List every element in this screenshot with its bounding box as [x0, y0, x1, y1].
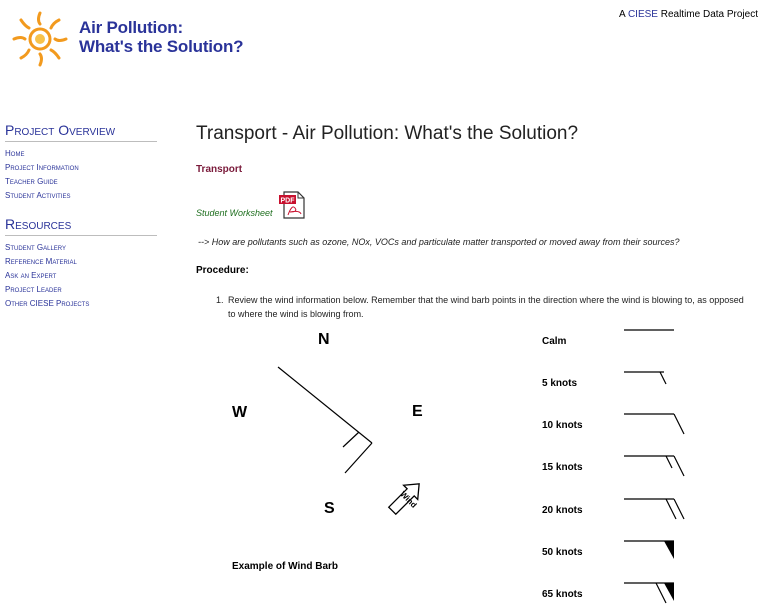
- barb-15-knots-icon: [620, 446, 690, 486]
- sun-logo-icon: [6, 8, 76, 70]
- compass-east-label: E: [412, 403, 423, 420]
- sidebar-resources: [5, 216, 157, 311]
- site-title-line2: What's the Solution?: [79, 37, 244, 56]
- barb-50-knots-icon: [620, 531, 690, 571]
- guiding-question: --> How are pollutants such as ozone, NOx, VOCs and particulate matter transported or moved away from their sources?: [198, 237, 680, 247]
- wind-speed-label-65: 65 knots: [542, 589, 583, 600]
- sidebar-link-ask-an-expert[interactable]: Ask an Expert: [5, 271, 57, 280]
- barb-65-knots-icon: [620, 573, 690, 613]
- wind-speed-label-calm: Calm: [542, 336, 567, 347]
- sidebar-project-overview: [5, 122, 157, 203]
- wind-speed-label-50: 50 knots: [542, 547, 583, 558]
- sidebar-heading-resources: Resources: [5, 216, 157, 236]
- step-number: 1.: [216, 295, 224, 305]
- wind-label: Wind: [398, 489, 419, 510]
- tagline-suffix: Realtime Data Project: [660, 9, 758, 20]
- sidebar-link-student-activities[interactable]: Student Activities: [5, 191, 71, 200]
- barb-5-knots-icon: [620, 362, 690, 402]
- compass-south-label: S: [324, 500, 335, 517]
- ciese-tagline: [619, 9, 758, 20]
- wind-speed-label-20: 20 knots: [542, 505, 583, 516]
- tagline-prefix: A: [619, 9, 626, 20]
- wind-speed-label-15: 15 knots: [542, 462, 583, 473]
- ciese-link[interactable]: CIESE: [627, 9, 658, 20]
- site-title[interactable]: [79, 18, 243, 56]
- procedure-heading: Procedure:: [196, 265, 249, 276]
- pdf-icon-label: PDF: [280, 197, 295, 205]
- compass-north-label: N: [318, 331, 330, 348]
- main-content: [196, 122, 756, 319]
- sidebar-link-project-leader[interactable]: Project Leader: [5, 285, 62, 294]
- page-title: Transport - Air Pollution: What's the Solution?: [196, 123, 579, 144]
- wind-speed-label-10: 10 knots: [542, 420, 583, 431]
- site-title-line1: Air Pollution:: [79, 18, 183, 37]
- sidebar-link-student-gallery[interactable]: Student Gallery: [5, 243, 67, 252]
- pdf-icon[interactable]: [278, 190, 306, 220]
- barb-calm-icon: [620, 320, 690, 360]
- student-worksheet-link[interactable]: Student Worksheet: [196, 208, 273, 218]
- wind-speed-label-5: 5 knots: [542, 378, 578, 389]
- section-label: Transport: [196, 164, 243, 175]
- sidebar-link-reference-material[interactable]: Reference Material: [5, 257, 77, 266]
- sidebar-link-teacher-guide[interactable]: Teacher Guide: [5, 177, 58, 186]
- example-wind-barb-caption: Example of Wind Barb: [232, 561, 339, 572]
- barb-10-knots-icon: [620, 404, 690, 444]
- sidebar-link-home[interactable]: Home: [5, 149, 25, 158]
- step-text: Review the wind information below. Remember that the wind barb points in the direction where the wind is blowing to, as opposed to where the wind is blowing from.: [228, 295, 744, 319]
- wind-direction-arrow-icon: [382, 476, 428, 520]
- compass-west-label: W: [232, 404, 248, 421]
- sidebar: [5, 122, 157, 324]
- sidebar-link-other-ciese-projects[interactable]: Other CIESE Projects: [5, 299, 90, 308]
- barb-20-knots-icon: [620, 489, 690, 529]
- sidebar-link-project-information[interactable]: Project Information: [5, 163, 79, 172]
- sidebar-heading-project-overview: Project Overview: [5, 122, 157, 142]
